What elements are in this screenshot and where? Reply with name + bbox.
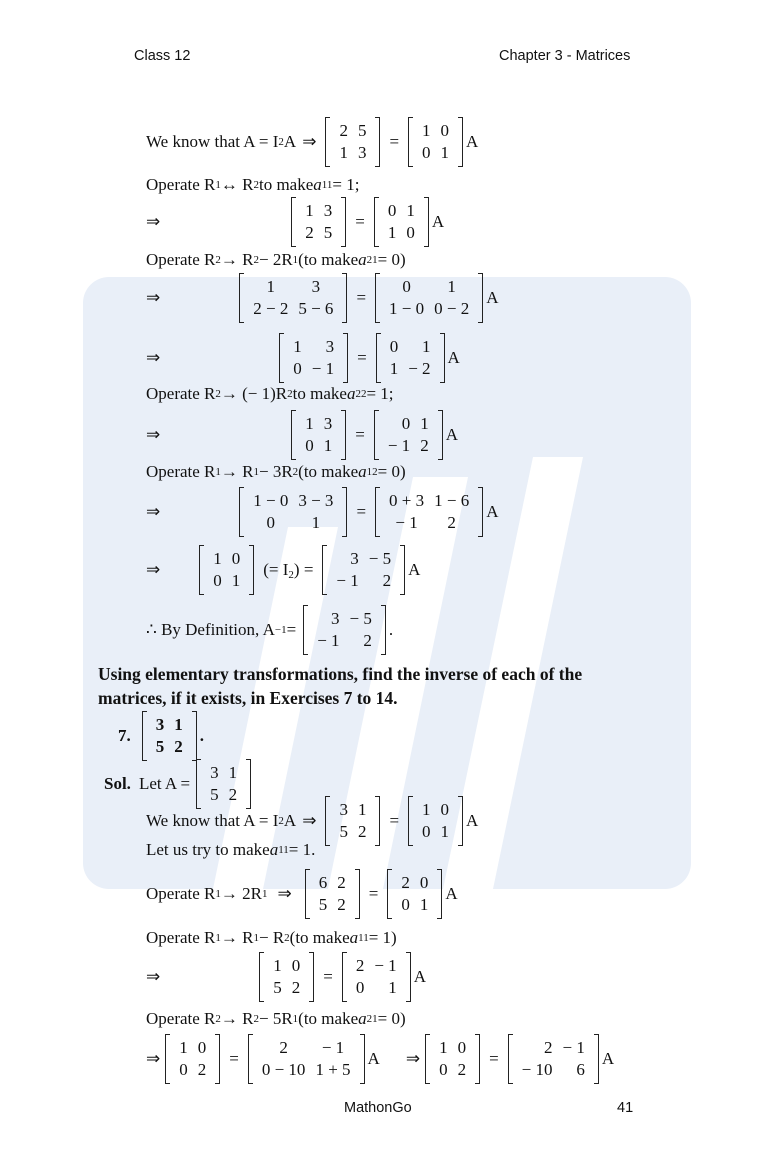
matrix: 2 1 5 3 [325, 118, 380, 166]
implies-line: ⇒ 1 2 − 2 3 5 − 6 = 0 1 − 0 1 0 − 2 A [146, 274, 499, 322]
definition-line: ∴ By Definition, A −1 = 3 − 1 − 5 2 . [146, 606, 393, 654]
operation-line: Operate R 2 → R 2 − 5R 1 (to make a 21 = 0) [146, 1009, 406, 1028]
operation-line: Operate R 2 → R 2 − 2R 1 (to make a 21 = 0) [146, 250, 406, 269]
exercise-7: 7. 3 5 1 2 . [118, 712, 204, 760]
implies-line: ⇒ 1 5 0 2 = 2 0 − 1 1 A [146, 953, 426, 1001]
implies-line: ⇒ 1 0 3 − 1 = 0 1 1 − 2 A [146, 334, 460, 382]
operation-line: Operate R 2 → (− 1)R 2 to make a 22 = 1; [146, 384, 394, 403]
operation-line: Operate R 1 → R 1 − R 2 (to make a 11 = 1) [146, 928, 397, 947]
operation-line: Operate R 1 → 2R 1 ⇒ 6 5 2 2 = 2 0 0 1 A [146, 870, 458, 918]
operation-line: Operate R 1 ↔ R 2 to make a 11 = 1; [146, 175, 360, 194]
header-chapter: Chapter 3 - Matrices [499, 48, 631, 64]
line-know-that: We know that A = I 2 A ⇒ 2 1 5 3 = 1 0 0 1 A [146, 118, 478, 166]
implies-line: ⇒ 1 − 0 0 3 − 3 1 = 0 + 3 − 1 1 − 6 2 A [146, 488, 499, 536]
header-class: Class 12 [134, 48, 191, 64]
operation-line: Operate R 1 → R 1 − 3R 2 (to make a 12 = 0) [146, 462, 406, 481]
matrix: 1 0 0 1 [408, 118, 463, 166]
exercise-question: Using elementary transformations, find the inverse of each of the matrices, if it exists, in Exercises 7 to 14. [98, 664, 583, 708]
implies-line: ⇒ 1 0 0 1 (= $I_2$) = 3 − 1 − 5 2 A [146, 546, 420, 594]
footer-brand: MathonGo [344, 1100, 412, 1116]
page-number: 41 [617, 1100, 634, 1116]
solution-let: Sol. Let A = 3 5 1 2 [104, 760, 254, 808]
line-know-that: We know that A = I 2 A ⇒ 3 5 1 2 = 1 0 0 1 A [146, 797, 478, 845]
implies-line: ⇒ 1 2 3 5 = 0 1 1 0 A [146, 198, 444, 246]
implies-line: ⇒ 1 0 0 2 = 2 0 − 10 − 1 1 + 5 A ⇒ 1 0 0 2 = 2 − 10 − 1 6 A [146, 1035, 614, 1083]
implies-line: ⇒ 1 0 3 1 = 0 − 1 1 2 A [146, 411, 458, 459]
operation-line: Let us try to make a 11 = 1. [146, 840, 316, 859]
